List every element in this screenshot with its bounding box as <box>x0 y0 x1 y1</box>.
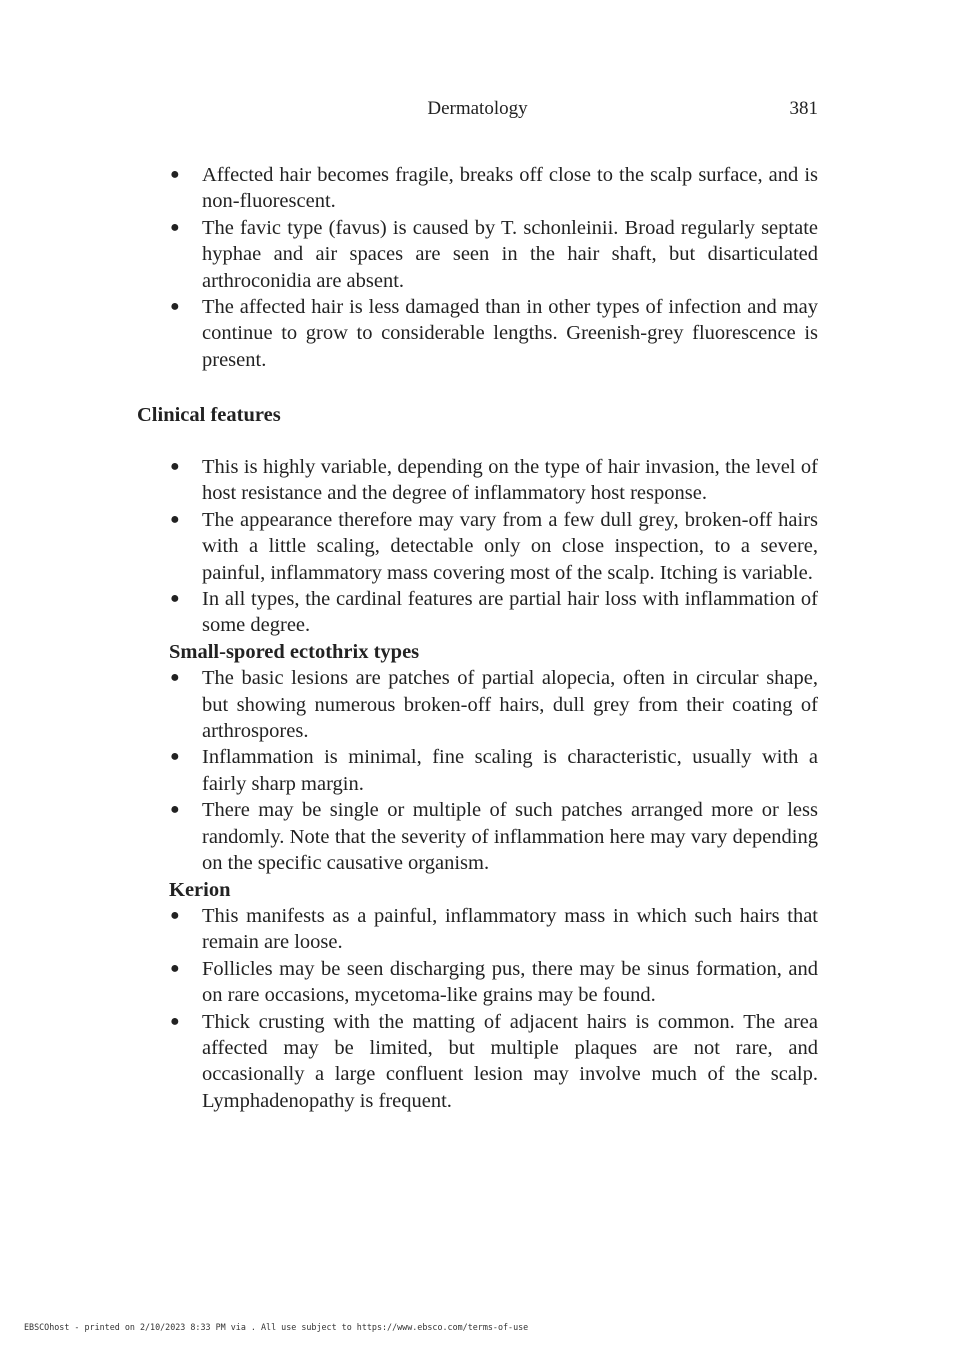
section-heading-clinical-features: Clinical features <box>137 404 281 426</box>
page-number: 381 <box>789 98 818 119</box>
list-item: ● The appearance therefore may vary from a few dull grey, broken-off hairs with a little scaling, detectable only on close inspection, to a severe, painful, inflammatory mass covering most of the scalp. Itching is variable. <box>170 508 818 584</box>
list-item: ● The affected hair is less damaged than in other types of infection and may continue to grow to considerable lengths. Greenish-grey fluorescence is present. <box>170 296 818 371</box>
list-item: ● The favic type (favus) is caused by T. schonleinii. Broad regularly septate hyphae and air spaces are seen in the hair shaft, but disarticulated arthroconidia are absent. <box>170 216 818 292</box>
bullet-icon: ● <box>170 458 180 475</box>
list-item: ● There may be single or multiple of such patches arranged more or less randomly. Note that the severity of inflammation here may vary depending on the specific causative organism. <box>170 799 818 875</box>
list-item: ● This is highly variable, depending on the type of hair invasion, the level of host resistance and the degree of inflammatory host response. <box>170 456 818 505</box>
bullet-icon: ● <box>170 590 180 608</box>
bullet-icon: ● <box>170 510 180 528</box>
running-title: Dermatology <box>427 98 528 119</box>
bullet-icon: ● <box>170 906 180 924</box>
bullet-icon: ● <box>170 669 180 687</box>
list-item: ● In all types, the cardinal features are partial hair loss with inflammation of some degree. <box>170 588 818 637</box>
subheading-small-spored: Small-spored ectothrix types <box>169 640 420 663</box>
intro-section <box>137 162 818 373</box>
kerion-bullet-list <box>137 903 818 1114</box>
list-item: ● This manifests as a painful, inflammatory mass in which such hairs that remain are loose. <box>170 904 818 954</box>
list-item: ● The basic lesions are patches of partial alopecia, often in circular shape, but showing numerous broken-off hairs, dull grey from their coating of arthrospores. <box>170 667 818 743</box>
bullet-icon: ● <box>170 218 180 236</box>
bullet-icon: ● <box>170 748 180 766</box>
list-item: ● Affected hair becomes fragile, breaks off close to the scalp surface, and is non-fluorescent. <box>170 164 818 213</box>
bullet-icon: ● <box>170 801 180 819</box>
running-header <box>0 96 955 122</box>
clinical-bullet-list <box>137 454 818 639</box>
small-spored-bullet-list <box>137 665 818 876</box>
intro-bullet-list <box>137 162 818 373</box>
list-item: ● Thick crusting with the matting of adjacent hairs is common. The area affected may be limited, but multiple plaques are not rare, and occasionally a large confluent lesion may involve much of the scalp. Lymphadenopathy is frequent. <box>170 1010 818 1112</box>
list-item: ● Follicles may be seen discharging pus, there may be sinus formation, and on rare occasions, mycetoma-like grains may be found. <box>170 957 818 1007</box>
bullet-icon: ● <box>170 959 180 977</box>
bullet-icon: ● <box>170 166 180 183</box>
print-footer: EBSCOhost - printed on 2/10/2023 8:33 PM via . All use subject to https://www.ebsco.com/terms-of-use <box>24 1322 529 1332</box>
subheading-kerion: Kerion <box>169 878 231 901</box>
clinical-section <box>137 454 818 1114</box>
list-item: ● Inflammation is minimal, fine scaling is characteristic, usually with a fairly sharp margin. <box>170 746 818 795</box>
bullet-icon: ● <box>170 298 180 316</box>
bullet-icon: ● <box>170 1012 180 1030</box>
